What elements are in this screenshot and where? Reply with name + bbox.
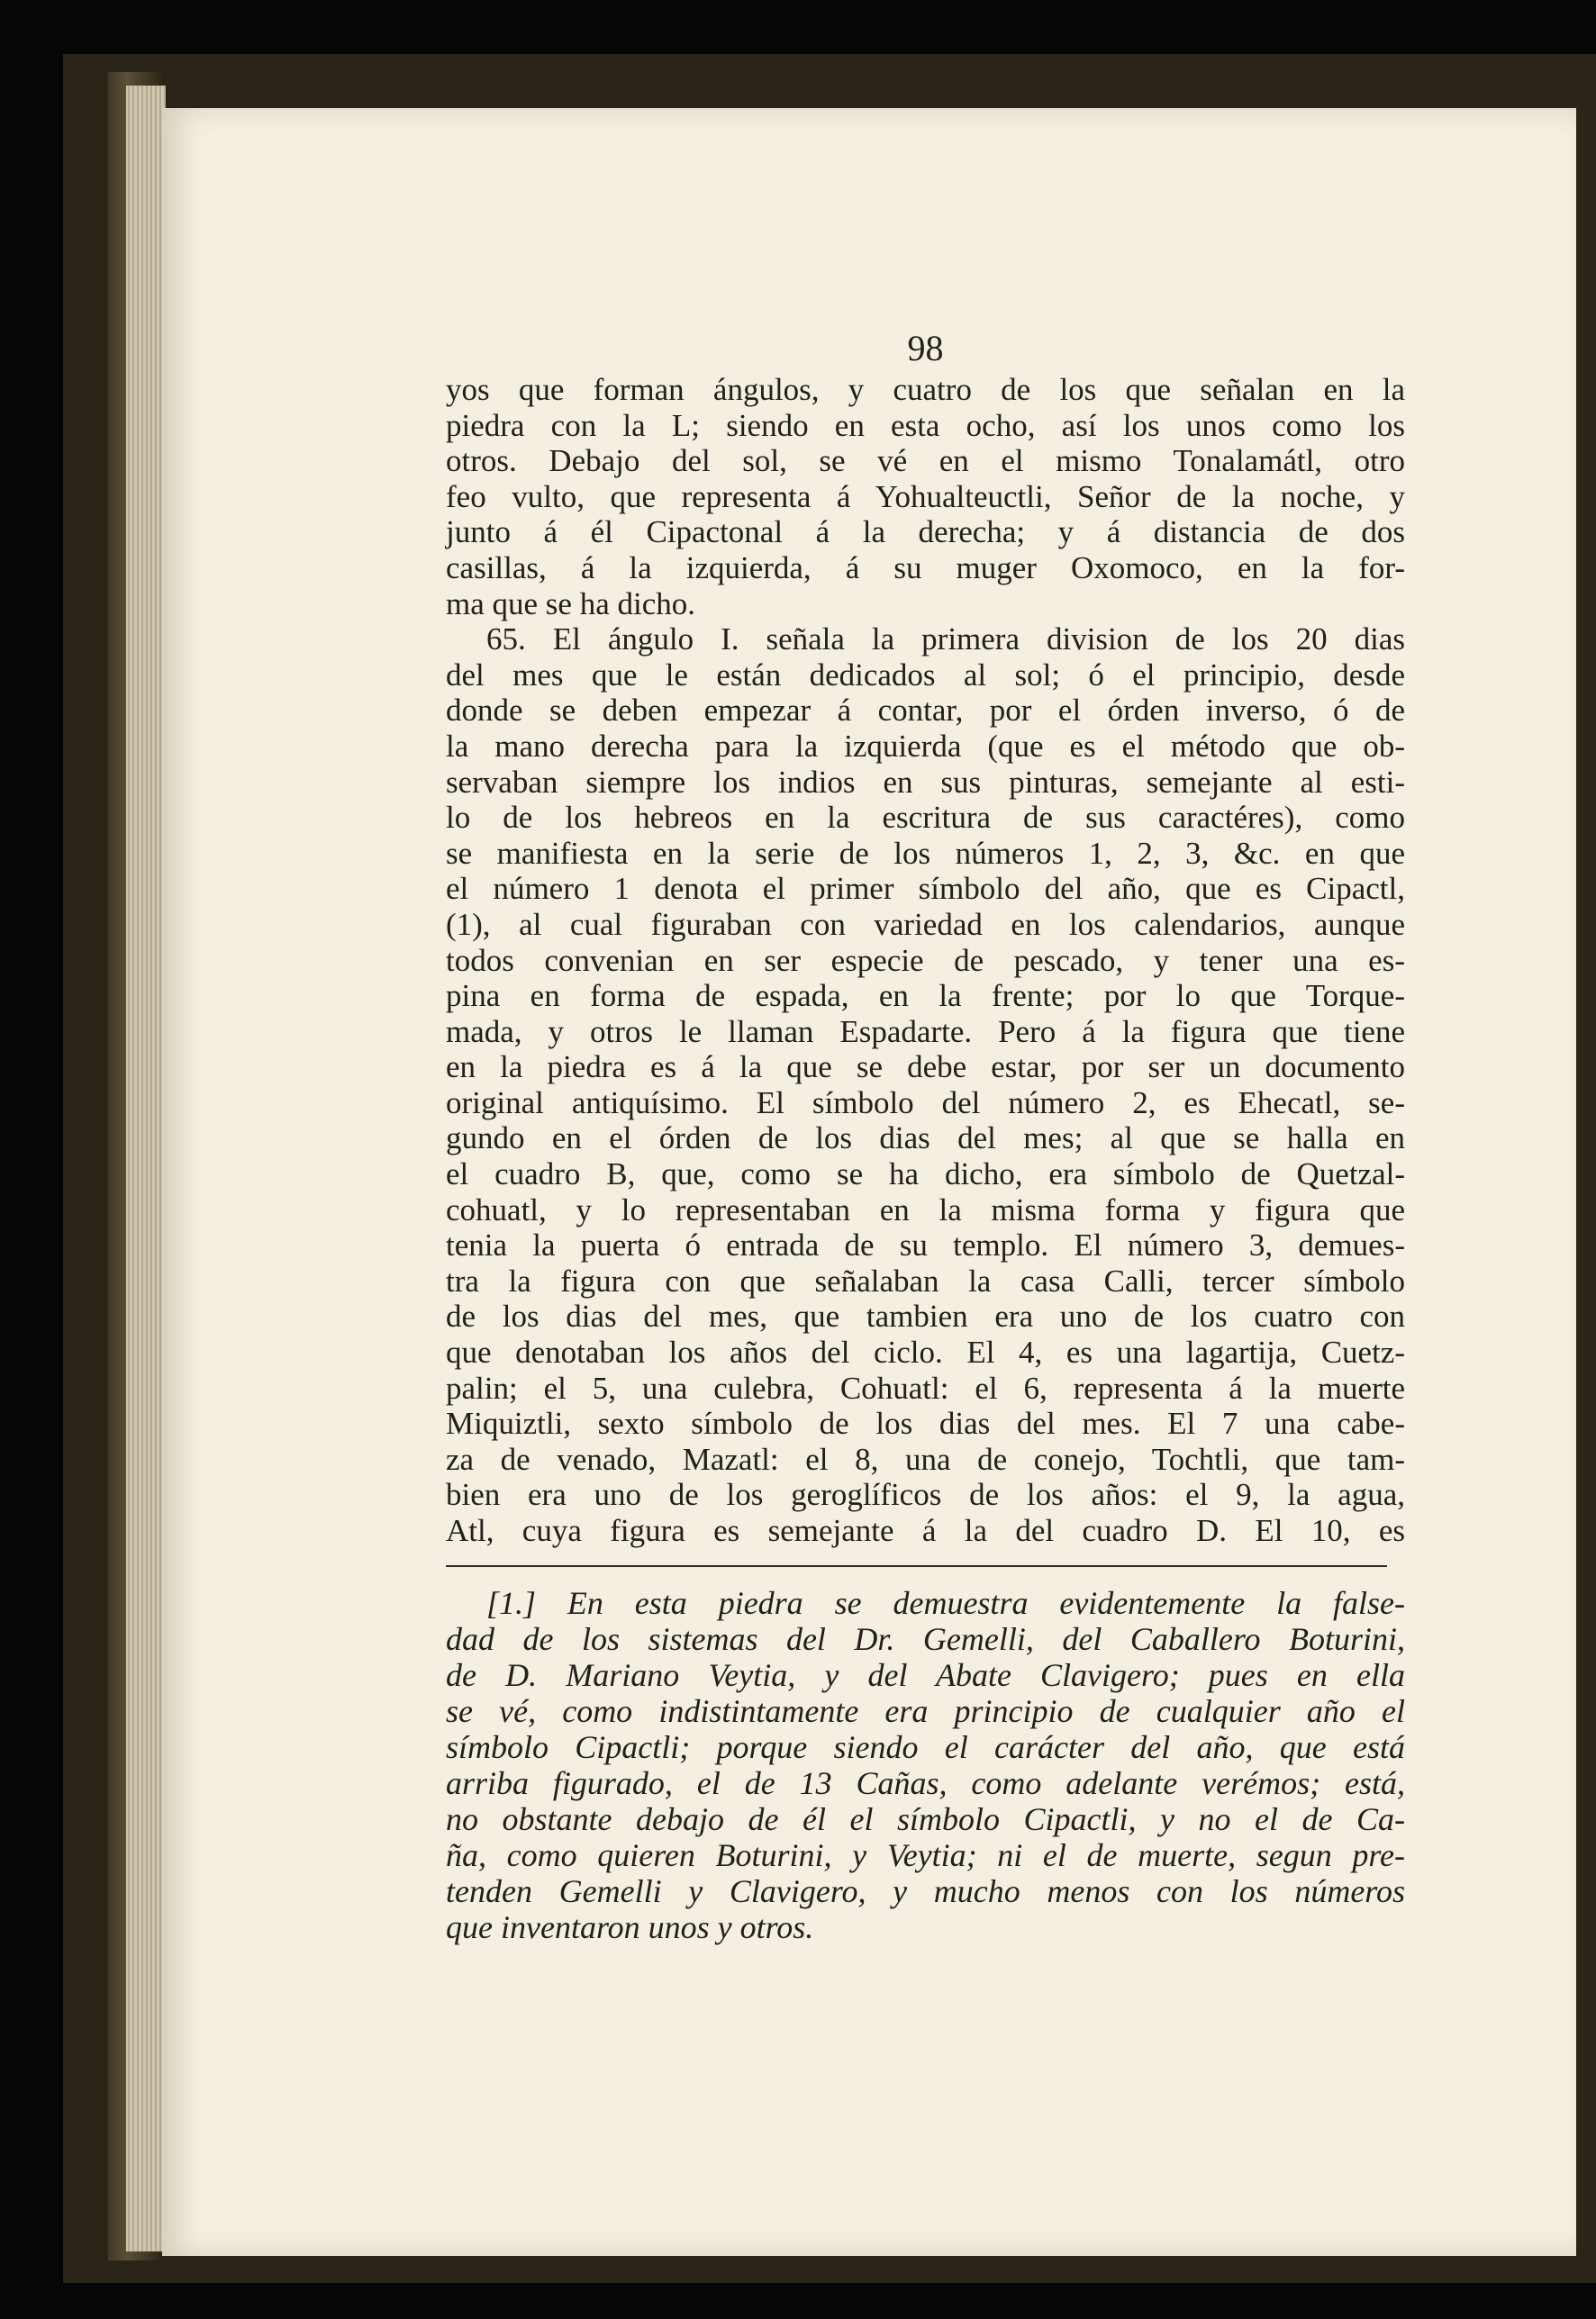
body-line: todos convenian en ser especie de pescado, y tener una es- [446,942,1405,978]
body-line: Miquiztli, sexto símbolo de los dias del mes. El 7 una cabe- [446,1406,1405,1442]
body-line: pina en forma de espada, en la frente; por lo que Torque- [446,978,1405,1014]
body-line: tra la figura con que señalaban la casa Calli, tercer símbolo [446,1263,1405,1299]
body-line: donde se deben empezar á contar, por el órden inverso, ó de [446,693,1405,729]
body-line: mada, y otros le llaman Espadarte. Pero á la figura que tiene [446,1013,1405,1049]
footnote-line: de D. Mariano Veytia, y del Abate Clavigero; pues en ella [446,1656,1405,1693]
body-line: el cuadro B, que, como se ha dicho, era símbolo de Quetzal- [446,1156,1405,1192]
footnote-line: símbolo Cipactli; porque siendo el carácter del año, que está [446,1728,1405,1765]
body-line: cohuatl, y lo representaban en la misma forma y figura que [446,1191,1405,1227]
footnote-line: arriba figurado, el de 13 Cañas, como adelante verémos; está, [446,1764,1405,1801]
body-line: palin; el 5, una culebra, Cohuatl: el 6, representa á la muerte [446,1370,1405,1406]
footnote [446,1585,1405,1945]
body-line: junto á él Cipactonal á la derecha; y á distancia de dos [446,514,1405,550]
body-line: del mes que le están dedicados al sol; ó el principio, desde [446,657,1405,693]
page-number: 98 [907,328,944,368]
body-line: que denotaban los años del ciclo. El 4, es una lagartija, Cuetz- [446,1335,1405,1371]
body-line: original antiquísimo. El símbolo del número 2, es Ehecatl, se- [446,1084,1405,1120]
footnote-rule [446,1565,1387,1567]
body-line: el número 1 denota el primer símbolo del año, que es Cipactl, [446,871,1405,907]
body-line: tenia la puerta ó entrada de su templo. El número 3, demues- [446,1227,1405,1264]
body-line: en la piedra es á la que se debe estar, por ser un documento [446,1049,1405,1085]
body-line: ma que se ha dicho. [446,585,695,621]
body-line: gundo en el órden de los dias del mes; al que se halla en [446,1120,1405,1156]
body-line: de los dias del mes, que tambien era uno de los cuatro con [446,1299,1405,1335]
footnote-line: tenden Gemelli y Clavigero, y mucho menos con los números [446,1872,1405,1909]
footnote-line: se vé, como indistintamente era principio de cualquier año el [446,1692,1405,1729]
body-line: servaban siempre los indios en sus pinturas, semejante al esti- [446,764,1405,800]
body-line: 65. El ángulo I. señala la primera division de los 20 dias [486,621,1405,657]
page-edges [126,86,166,2251]
body-line: la mano derecha para la izquierda (que es el método que ob- [446,728,1405,764]
body-text [446,372,1405,1549]
text-block [446,329,1405,1945]
body-line: (1), al cual figuraban con variedad en los calendarios, aunque [446,906,1405,942]
footnote-line: no obstante debajo de él el símbolo Cipactli, y no el de Ca- [446,1800,1405,1837]
body-line: Atl, cuya figura es semejante á la del cuadro D. El 10, es [446,1513,1405,1548]
footnote-line: dad de los sistemas del Dr. Gemelli, del Caballero Boturini, [446,1620,1405,1657]
body-line: yos que forman ángulos, y cuatro de los que señalan en la [446,372,1405,407]
body-line: piedra con la L; siendo en esta ocho, así los unos como los [446,407,1405,443]
footnote-line: ña, como quieren Boturini, y Veytia; ni el de muerte, segun pre- [446,1836,1405,1873]
body-line: za de venado, Mazatl: el 8, una de conejo, Tochtli, que tam- [446,1441,1405,1477]
body-line: lo de los hebreos en la escritura de sus caractéres), como [446,800,1405,836]
body-line: bien era uno de los geroglíficos de los años: el 9, la agua, [446,1477,1405,1513]
body-line: feo vulto, que representa á Yohualteuctli, Señor de la noche, y [446,478,1405,514]
body-line: casillas, á la izquierda, á su muger Oxomoco, en la for- [446,549,1405,585]
footnote-line: que inventaron unos y otros. [446,1908,814,1945]
footnote-line: [1.] En esta piedra se demuestra evidentemente la false- [486,1584,1405,1621]
body-line: otros. Debajo del sol, se vé en el mismo Tonalamátl, otro [446,443,1405,479]
body-line: se manifiesta en la serie de los números 1, 2, 3, &c. en que [446,835,1405,871]
